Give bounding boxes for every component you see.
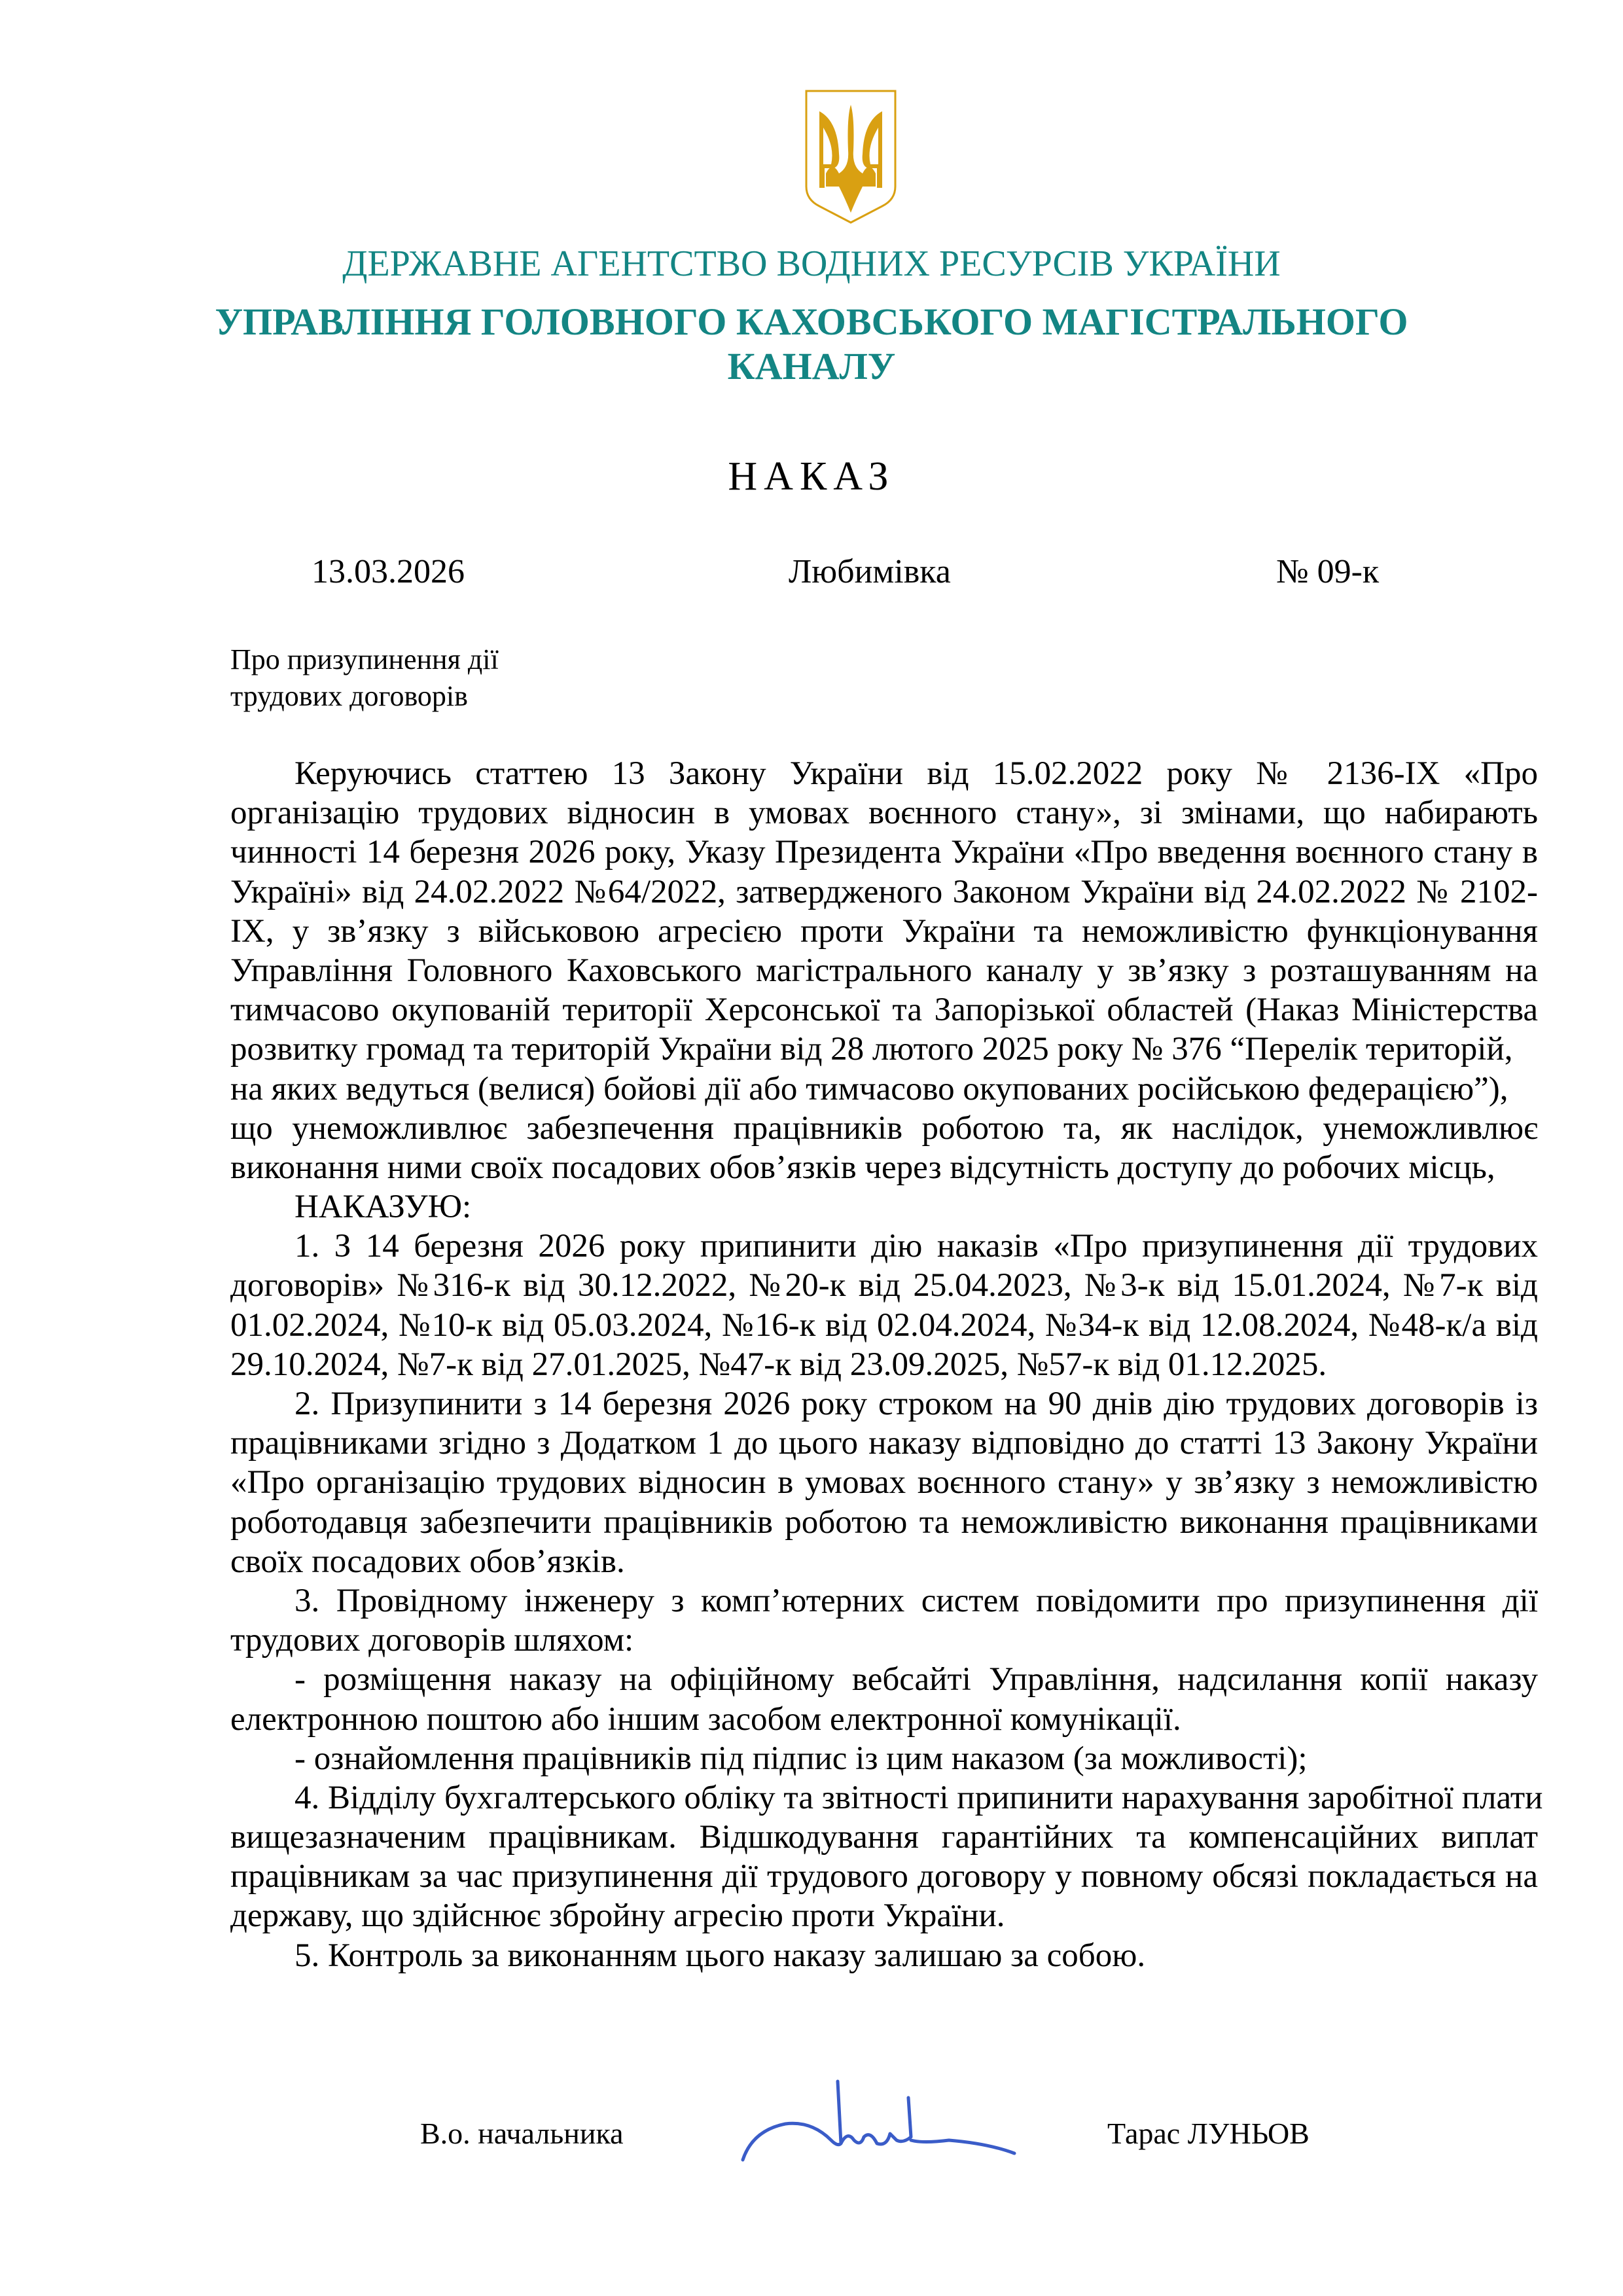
text-line: 5. Контроль за виконанням цього наказу залишаю за собою. <box>294 1937 1146 1974</box>
text-line: виконання ними своїх посадових обов’язків через відсутність доступу до робочих місць, <box>230 1149 1495 1186</box>
document-title: НАКАЗ <box>728 454 895 499</box>
ukraine-coat-of-arms-icon <box>804 88 898 226</box>
text-line: 3. Провідному інженеру з комп’ютерних систем повідомити про призупинення дії <box>294 1582 1538 1619</box>
text-line: трудових договорів шляхом: <box>230 1622 634 1659</box>
document-date: 13.03.2026 <box>312 553 465 590</box>
preamble-paragraph <box>230 754 1538 1187</box>
organization-name <box>0 300 1623 389</box>
organization-name-line2: КАНАЛУ <box>727 345 896 387</box>
text-line: 4. Відділу бухгалтерського обліку та звітності припинити нарахування заробітної плати <box>294 1779 1543 1816</box>
text-line: роботодавця забезпечити працівників роботою та неможливістю виконання працівниками <box>230 1503 1538 1541</box>
text-line: Управління Головного Каховського магістрального каналу у зв’язку з розташуванням на <box>230 952 1538 989</box>
text-line: 1. З 14 березня 2026 року припинити дію наказів «Про призупинення дії трудових <box>294 1228 1538 1265</box>
text-line: - розміщення наказу на офіційному вебсайті Управління, надсилання копії наказу <box>294 1661 1538 1698</box>
text-line: 01.02.2024, №10-к від 05.03.2024, №16-к від 02.04.2024, №34-к від 12.08.2024, №48-к/а від <box>230 1306 1538 1344</box>
text-line: тимчасово окупованій території Херсонської та Запорізької областей (Наказ Міністерства <box>230 992 1538 1029</box>
text-line: своїх посадових обов’язків. <box>230 1543 625 1580</box>
text-line: - ознайомлення працівників під підпис із цим наказом (за можливості); <box>294 1740 1308 1777</box>
agency-name: ДЕРЖАВНЕ АГЕНТСТВО ВОДНИХ РЕСУРСІВ УКРАЇНИ <box>342 243 1281 284</box>
document-body <box>230 754 1543 1975</box>
text-line: 29.10.2024, №7-к від 27.01.2025, №47-к від 23.09.2025, №57-к від 01.12.2025. <box>230 1346 1327 1383</box>
text-line: що унеможливлює забезпечення працівників роботою та, як наслідок, унеможливлює <box>230 1109 1538 1147</box>
order-item-1 <box>230 1227 1538 1384</box>
document-place: Любимівка <box>789 553 951 590</box>
text-line: електронною поштою або іншим засобом електронної комунікації. <box>230 1700 1181 1738</box>
text-line: працівникам за час призупинення дії трудового договору у повному обсязі покладається на <box>230 1858 1538 1895</box>
subject-line: Про призупинення дії <box>230 643 499 675</box>
text-line: 2. Призупинити з 14 березня 2026 року строком на 90 днів дію трудових договорів із <box>294 1386 1538 1422</box>
text-line: організацію трудових відносин в умовах воєнного стану», зі змінами, що набирають <box>230 795 1538 832</box>
text-line: Україні» від 24.02.2022 №64/2022, затвердженого Законом України від 24.02.2022 № 2102- <box>230 873 1538 910</box>
order-item-3 <box>230 1581 1538 1778</box>
subject-line: трудових договорів <box>230 680 468 712</box>
document-number: № 09-к <box>1276 553 1380 590</box>
text-line: розвитку громад та територій України від 28 лютого 2025 року № 376 “Перелік територій, <box>230 1031 1513 1068</box>
text-line: Керуючись статтею 13 Закону України від 15.02.2022 року № 2136-IX «Про <box>294 755 1538 792</box>
organization-name-line1: УПРАВЛІННЯ ГОЛОВНОГО КАХОВСЬКОГО МАГІСТРАЛЬНОГО <box>215 300 1408 343</box>
text-line: вищезазначеним працівникам. Відшкодування гарантійних та компенсаційних виплат <box>230 1819 1538 1856</box>
text-line: на яких ведуться (велися) бойові дії або тимчасово окупованих російською федерацією”), <box>230 1070 1508 1107</box>
handwritten-signature-icon <box>740 2078 1067 2163</box>
signatory-position: В.о. начальника <box>420 2117 624 2150</box>
text-line: «Про організацію трудових відносин в умовах воєнного стану» у зв’язку з неможливістю <box>230 1464 1538 1501</box>
order-item-4 <box>230 1778 1543 1936</box>
order-item-5 <box>230 1936 1538 1975</box>
order-word: НАКАЗУЮ: <box>294 1189 472 1226</box>
text-line: працівниками згідно з Додатком 1 до цього наказу відповідно до статті 13 Закону України <box>230 1425 1538 1462</box>
document-subject <box>230 641 499 715</box>
text-line: чинності 14 березня 2026 року, Указу Президента України «Про введення воєнного стану в <box>230 834 1538 871</box>
signatory-name: Тарас ЛУНЬОВ <box>1107 2117 1310 2150</box>
text-line: IX, у зв’язку з військовою агресією проти України та неможливістю функціонування <box>230 912 1538 950</box>
text-line: державу, що здійснює збройну агресію проти України. <box>230 1897 1005 1935</box>
text-line: договорів» №316-к від 30.12.2022, №20-к від 25.04.2023, №3-к від 15.01.2024, №7-к від <box>230 1267 1538 1304</box>
order-item-2 <box>230 1384 1538 1581</box>
